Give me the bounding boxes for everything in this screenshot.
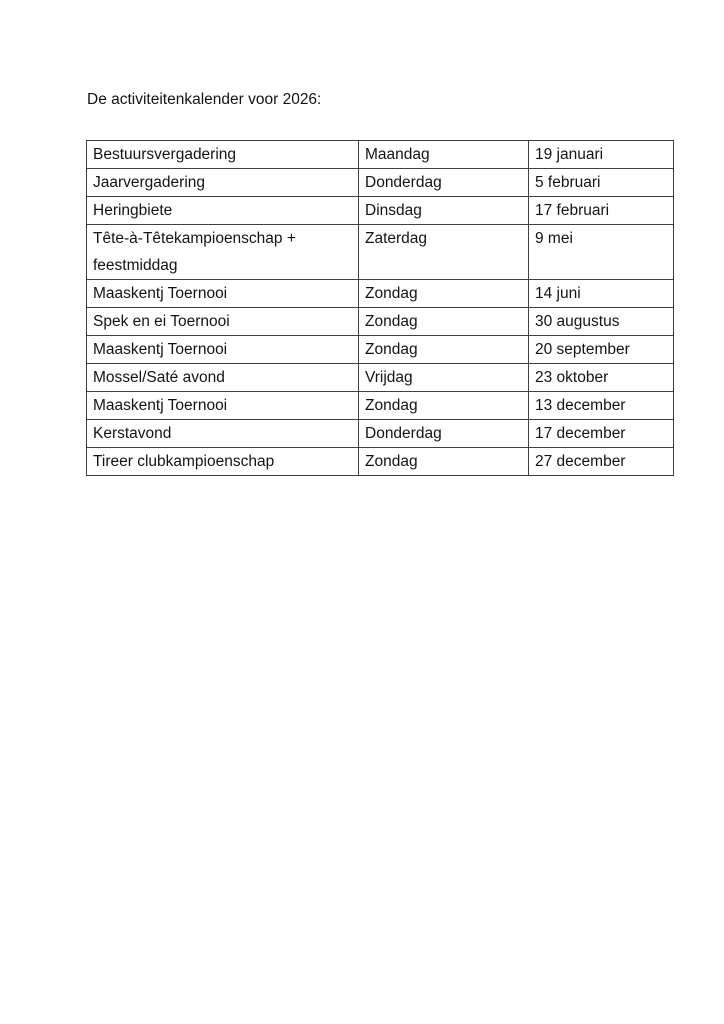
cell-date: 19 januari — [529, 141, 674, 169]
cell-day: Donderdag — [359, 420, 529, 448]
table-row — [87, 141, 674, 169]
cell-date: 14 juni — [529, 280, 674, 308]
table-row — [87, 280, 674, 308]
table-row — [87, 392, 674, 420]
cell-date: 5 februari — [529, 169, 674, 197]
cell-activity: Mossel/Saté avond — [87, 364, 359, 392]
cell-date: 17 december — [529, 420, 674, 448]
table-row — [87, 448, 674, 476]
cell-activity: Kerstavond — [87, 420, 359, 448]
cell-date: 23 oktober — [529, 364, 674, 392]
page-title: De activiteitenkalender voor 2026: — [87, 91, 322, 108]
cell-activity: Bestuursvergadering — [87, 141, 359, 169]
activities-table — [86, 140, 674, 476]
cell-activity: Tireer clubkampioenschap — [87, 448, 359, 476]
cell-day: Zondag — [359, 308, 529, 336]
cell-date: 30 augustus — [529, 308, 674, 336]
cell-date: 9 mei — [529, 225, 674, 280]
cell-activity: Spek en ei Toernooi — [87, 308, 359, 336]
cell-day: Zaterdag — [359, 225, 529, 280]
table-row — [87, 364, 674, 392]
cell-day: Maandag — [359, 141, 529, 169]
cell-activity: Maaskentj Toernooi — [87, 280, 359, 308]
table-row — [87, 336, 674, 364]
cell-day: Zondag — [359, 336, 529, 364]
cell-day: Zondag — [359, 392, 529, 420]
cell-day: Zondag — [359, 448, 529, 476]
cell-activity: Heringbiete — [87, 197, 359, 225]
table-row — [87, 225, 674, 280]
cell-date: 20 september — [529, 336, 674, 364]
cell-activity: Maaskentj Toernooi — [87, 392, 359, 420]
table-row — [87, 308, 674, 336]
cell-date: 17 februari — [529, 197, 674, 225]
cell-day: Zondag — [359, 280, 529, 308]
table-row — [87, 169, 674, 197]
table-row — [87, 197, 674, 225]
cell-activity: Maaskentj Toernooi — [87, 336, 359, 364]
cell-date: 27 december — [529, 448, 674, 476]
cell-day: Donderdag — [359, 169, 529, 197]
cell-day: Dinsdag — [359, 197, 529, 225]
cell-day: Vrijdag — [359, 364, 529, 392]
table-row — [87, 420, 674, 448]
cell-date: 13 december — [529, 392, 674, 420]
cell-activity: Jaarvergadering — [87, 169, 359, 197]
cell-activity: Tête-à-Têtekampioenschap + feestmiddag — [87, 225, 359, 280]
